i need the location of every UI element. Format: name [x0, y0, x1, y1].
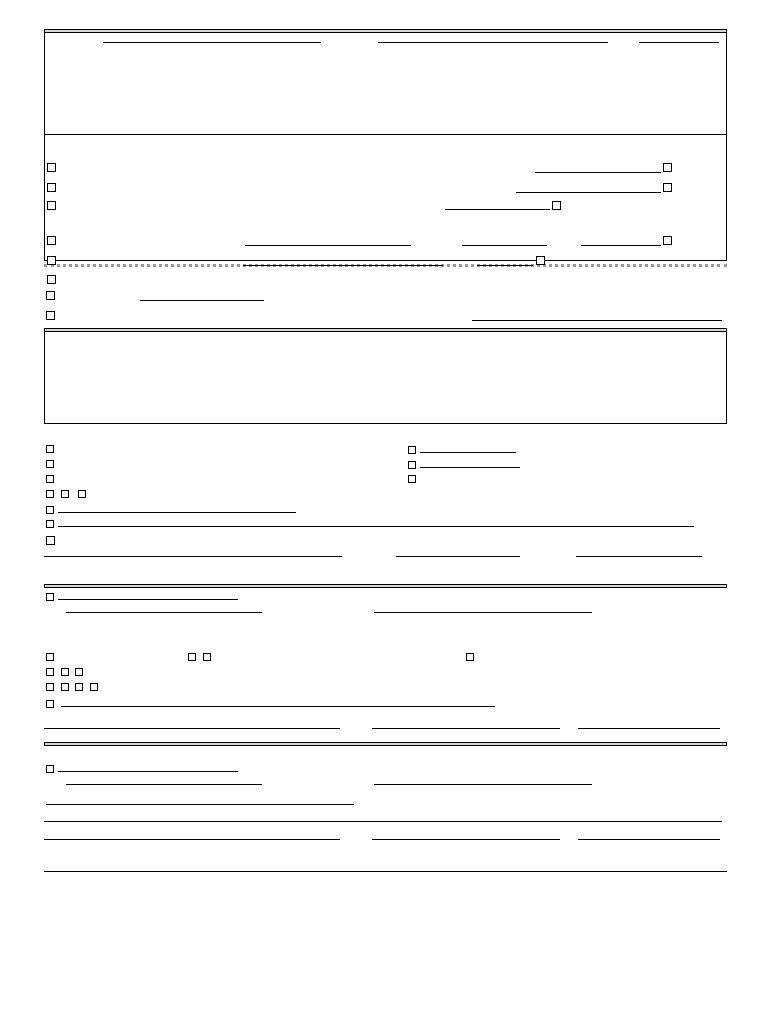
128c2-dated-field[interactable]	[516, 183, 661, 193]
wheelchair-checkbox[interactable]	[46, 490, 54, 498]
writing-item	[408, 474, 420, 486]
without-assistance-item	[188, 652, 215, 664]
section-4-title	[45, 743, 726, 745]
rights-checklist	[44, 424, 727, 552]
fl-contractor-checkbox[interactable]	[75, 668, 83, 676]
help-see-field[interactable]	[420, 459, 520, 468]
learning-document-field[interactable]	[243, 256, 443, 266]
reading-checkbox[interactable]	[46, 291, 55, 300]
s4-accommodations-line-2[interactable]	[44, 821, 722, 822]
other-disability-checkbox[interactable]	[47, 236, 56, 245]
section-1-box	[44, 29, 727, 261]
difficulty-item	[466, 652, 478, 664]
non-english-row	[44, 307, 727, 327]
reading-row	[44, 287, 727, 307]
divider	[45, 134, 726, 135]
section-2-title	[45, 329, 726, 332]
other-disability-field[interactable]	[245, 236, 411, 246]
no-help-checkbox[interactable]	[46, 536, 55, 545]
non-english-checkbox[interactable]	[46, 311, 55, 320]
s4-request-checkbox[interactable]	[46, 765, 54, 773]
date-signed-line[interactable]	[576, 556, 702, 557]
help-hear-field[interactable]	[420, 444, 516, 453]
s4-date-notified-item	[374, 776, 592, 789]
learning-checkbox[interactable]	[47, 256, 56, 265]
other-checkbox[interactable]	[46, 520, 54, 528]
s4-date-line[interactable]	[578, 839, 720, 840]
s3-accommodation-field[interactable]	[58, 591, 238, 600]
sign-interpreter-checkbox[interactable]	[61, 683, 69, 691]
help-reading-checkbox[interactable]	[46, 445, 54, 453]
sign-language-item	[46, 474, 58, 486]
mental-health-checkbox[interactable]	[47, 163, 56, 172]
do-not-have-one-checkbox[interactable]	[78, 490, 86, 498]
interpreter-item	[46, 504, 296, 517]
other-needs-heading	[44, 270, 727, 287]
help-hear-item	[408, 444, 516, 457]
hearing-device-item	[46, 697, 495, 712]
dd-decs-checkbox[interactable]	[663, 183, 672, 192]
s3-jail-name-field[interactable]	[66, 604, 262, 613]
help-see-item	[408, 459, 520, 472]
other-disability-row	[47, 232, 723, 252]
dapo-item	[46, 682, 102, 694]
section-2-box	[44, 328, 727, 424]
other-decs-checkbox[interactable]	[663, 236, 672, 245]
help-see-checkbox[interactable]	[408, 461, 416, 469]
inmate-signature-row	[44, 552, 727, 584]
s4-date-notified-field[interactable]	[374, 776, 592, 785]
mh-decs-checkbox[interactable]	[663, 163, 672, 172]
inmate-signature-line[interactable]	[44, 556, 342, 557]
sign-language-checkbox[interactable]	[46, 475, 54, 483]
comments-field[interactable]	[61, 697, 495, 707]
print-sign-row	[45, 33, 726, 45]
developmental-row	[47, 179, 723, 199]
fl-telephonic-checkbox[interactable]	[61, 668, 69, 676]
physical-subrow	[47, 214, 723, 232]
s3-date-notified-item	[374, 604, 592, 617]
wheelchair-item	[46, 489, 90, 501]
s3-jail-name-item	[66, 604, 262, 617]
128-dated-field[interactable]	[535, 163, 661, 173]
difficulty-checkbox[interactable]	[466, 653, 474, 661]
interpreter-checkbox[interactable]	[46, 506, 54, 514]
after-assistance-checkbox[interactable]	[203, 653, 211, 661]
s4-staff-name-line[interactable]	[44, 839, 340, 840]
s3-date-notified-field[interactable]	[374, 604, 592, 613]
s4-staff-signature-line[interactable]	[372, 839, 560, 840]
fl-dapo-checkbox[interactable]	[46, 683, 54, 691]
s4-accommodations-item	[46, 795, 354, 810]
developmental-checkbox[interactable]	[47, 183, 56, 192]
disabilities-heading	[47, 140, 723, 159]
other-document-field[interactable]	[462, 236, 547, 246]
s3-request-checkbox[interactable]	[46, 593, 54, 601]
ecm-item	[46, 667, 87, 679]
physical-checkbox[interactable]	[47, 201, 56, 210]
section-3-body	[44, 587, 727, 763]
s4-jail-name-field[interactable]	[66, 776, 262, 785]
visual-device-checkbox[interactable]	[90, 683, 98, 691]
s4-accommodations-field[interactable]	[46, 795, 354, 805]
date-field[interactable]	[639, 33, 719, 43]
help-reading-item	[46, 444, 58, 456]
print-name-field[interactable]	[103, 33, 321, 43]
ecm-checkbox[interactable]	[46, 668, 54, 676]
s3-staff-name-line[interactable]	[44, 728, 340, 729]
help-understanding-checkbox[interactable]	[46, 460, 54, 468]
do-have-one-checkbox[interactable]	[61, 490, 69, 498]
s3-request-item	[46, 591, 238, 604]
no-help-item	[46, 533, 60, 548]
hearing-device-checkbox[interactable]	[46, 700, 54, 708]
reading-level-field[interactable]	[140, 291, 264, 301]
disabilities	[47, 140, 723, 291]
without-assistance-checkbox[interactable]	[188, 653, 196, 661]
s3-date-line[interactable]	[578, 728, 720, 729]
languages-field[interactable]	[472, 311, 722, 321]
other-item	[46, 517, 694, 532]
appears-understand-checkbox[interactable]	[46, 653, 54, 661]
writing-checkbox[interactable]	[408, 475, 416, 483]
help-understanding-item	[46, 459, 58, 471]
interpreter-language-field[interactable]	[58, 504, 296, 513]
other-needs	[44, 270, 727, 324]
mental-health-row	[47, 159, 723, 179]
s3-staff-signature-line[interactable]	[372, 728, 560, 729]
form-page	[44, 28, 727, 911]
other-dated-field[interactable]	[581, 236, 661, 246]
learning-disability-row	[47, 252, 723, 272]
appears-understand-item	[46, 652, 58, 664]
s4-jail-name-item	[66, 776, 262, 789]
help-hear-checkbox[interactable]	[408, 446, 416, 454]
cdcr-number-line[interactable]	[396, 556, 520, 557]
section-4-body	[44, 763, 727, 871]
footer	[44, 871, 727, 911]
s4-accommodation-field[interactable]	[58, 763, 238, 772]
s4-request-item	[46, 763, 238, 776]
learning-dated-field[interactable]	[477, 256, 533, 266]
ld-decs-checkbox[interactable]	[536, 256, 545, 265]
physical-dated-field[interactable]	[445, 200, 550, 210]
other-field[interactable]	[58, 517, 694, 527]
sign-name-field[interactable]	[378, 33, 608, 43]
pd-decs-checkbox[interactable]	[552, 201, 561, 210]
section-4-title-box	[44, 742, 727, 746]
physical-row	[47, 198, 723, 214]
read-slowly-checkbox[interactable]	[75, 683, 83, 691]
